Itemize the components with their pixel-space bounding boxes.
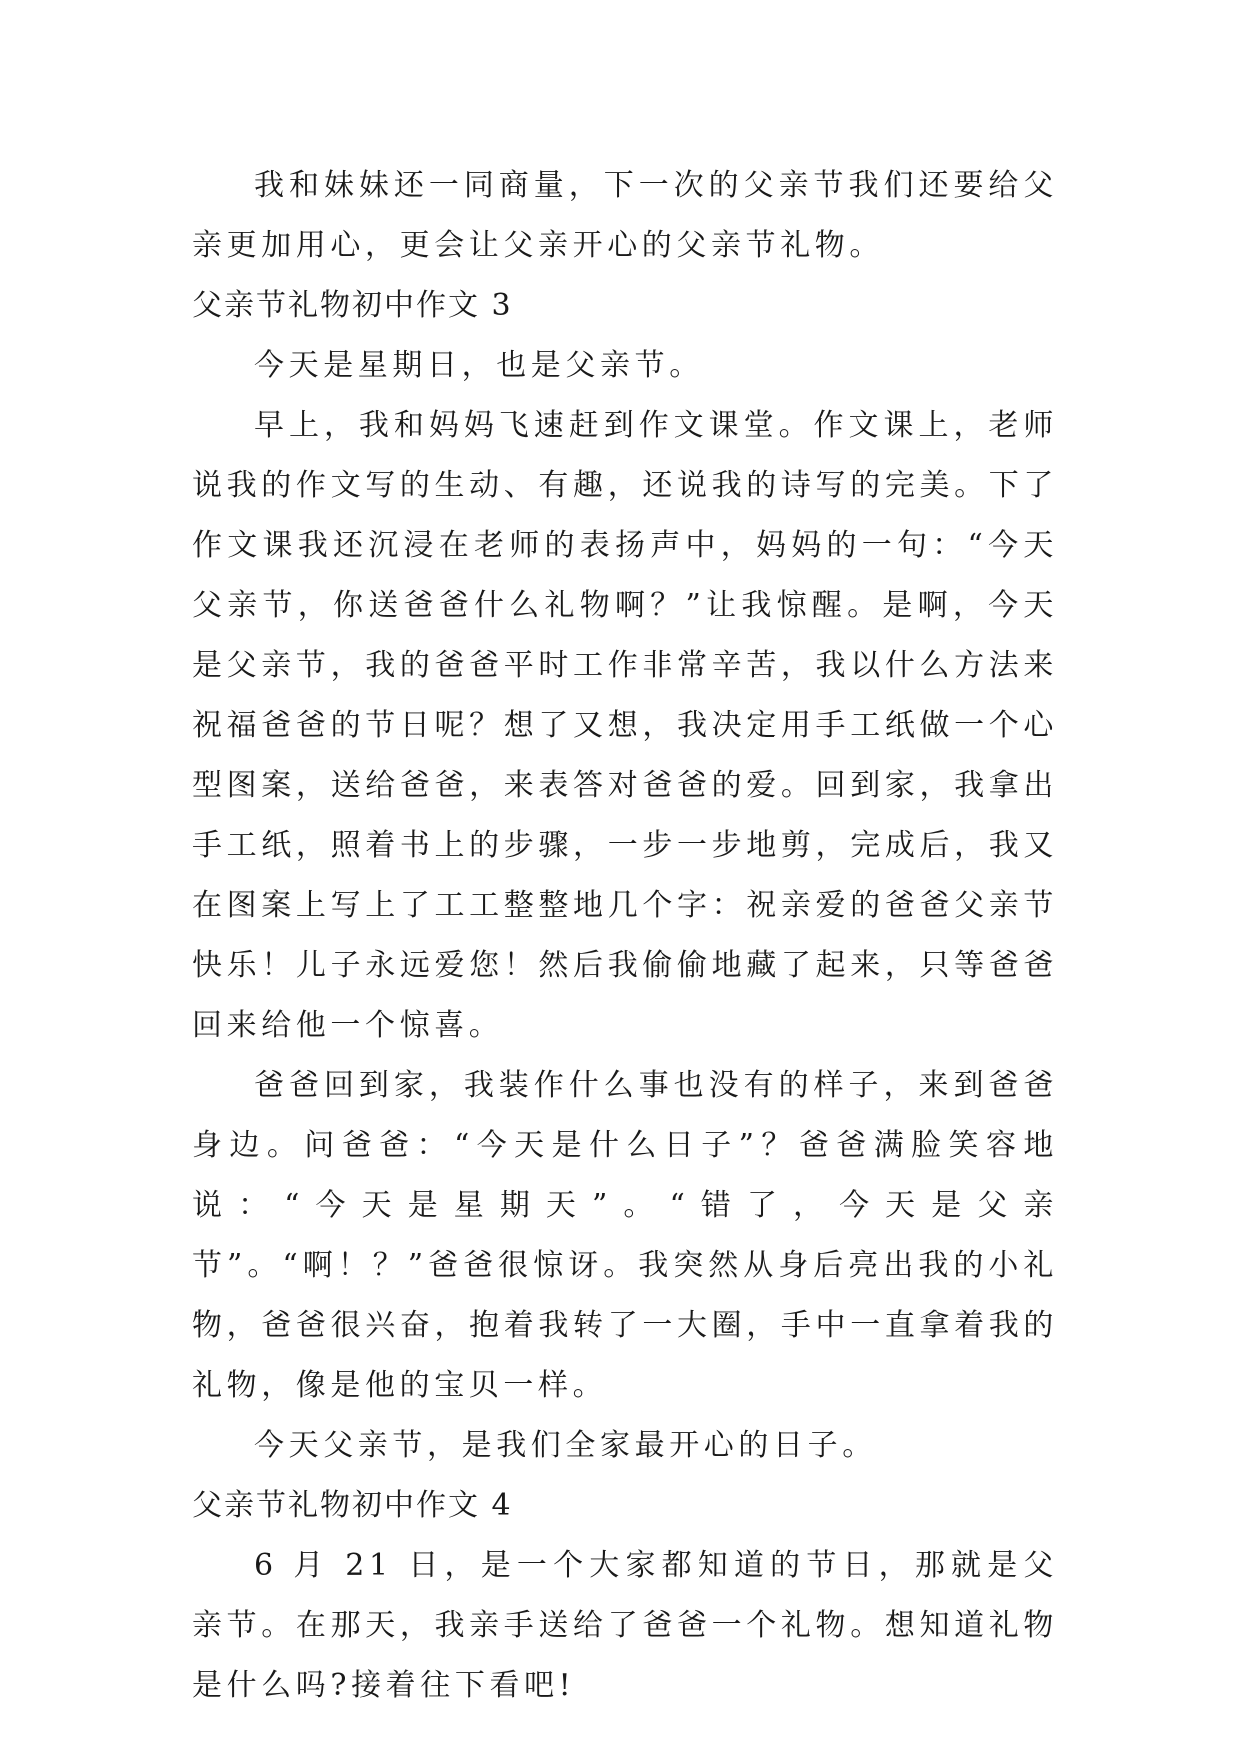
paragraph-happiest-day: 今天父亲节，是我们全家最开心的日子。 <box>254 1428 877 1463</box>
paragraph-sunday: 今天是星期日，也是父亲节。 <box>254 348 704 383</box>
article-body <box>192 156 1058 1716</box>
paragraph-closing-plan: 我和妹妹还一同商量，下一次的父亲节我们还要给父亲更加用心，更会让父亲开心的父亲节礼物。 <box>192 168 1058 263</box>
section-heading-essay-3: 父亲节礼物初中作文 3 <box>192 288 513 323</box>
paragraph-dad-returns: 爸爸回到家，我装作什么事也没有的样子，来到爸爸身边。问爸爸：“今天是什么日子”？爸爸满脸笑容地说：“今天是星期天”。“错了，今天是父亲节”。“啊！？”爸爸很惊讶。我突然从身后亮出我的小礼物，爸爸很兴奋，抱着我转了一大圈，手中一直拿着我的礼物，像是他的宝贝一样。 <box>192 1068 1058 1403</box>
section-heading-essay-4: 父亲节礼物初中作文 4 <box>192 1488 513 1523</box>
paragraph-june-21: 6 月 21 日，是一个大家都知道的节日，那就是父亲节。在那天，我亲手送给了爸爸一个礼物。想知道礼物是什么吗?接着往下看吧! <box>192 1548 1058 1703</box>
paragraph-morning-class: 早上，我和妈妈飞速赶到作文课堂。作文课上，老师说我的作文写的生动、有趣，还说我的诗写的完美。下了作文课我还沉浸在老师的表扬声中，妈妈的一句：“今天父亲节，你送爸爸什么礼物啊？”让我惊醒。是啊，今天是父亲节，我的爸爸平时工作非常辛苦，我以什么方法来祝福爸爸的节日呢？想了又想，我决定用手工纸做一个心型图案，送给爸爸，来表答对爸爸的爱。回到家，我拿出手工纸，照着书上的步骤，一步一步地剪，完成后，我又在图案上写上了工工整整地几个字：祝亲爱的爸爸父亲节快乐！儿子永远爱您！然后我偷偷地藏了起来，只等爸爸回来给他一个惊喜。 <box>192 408 1058 1043</box>
